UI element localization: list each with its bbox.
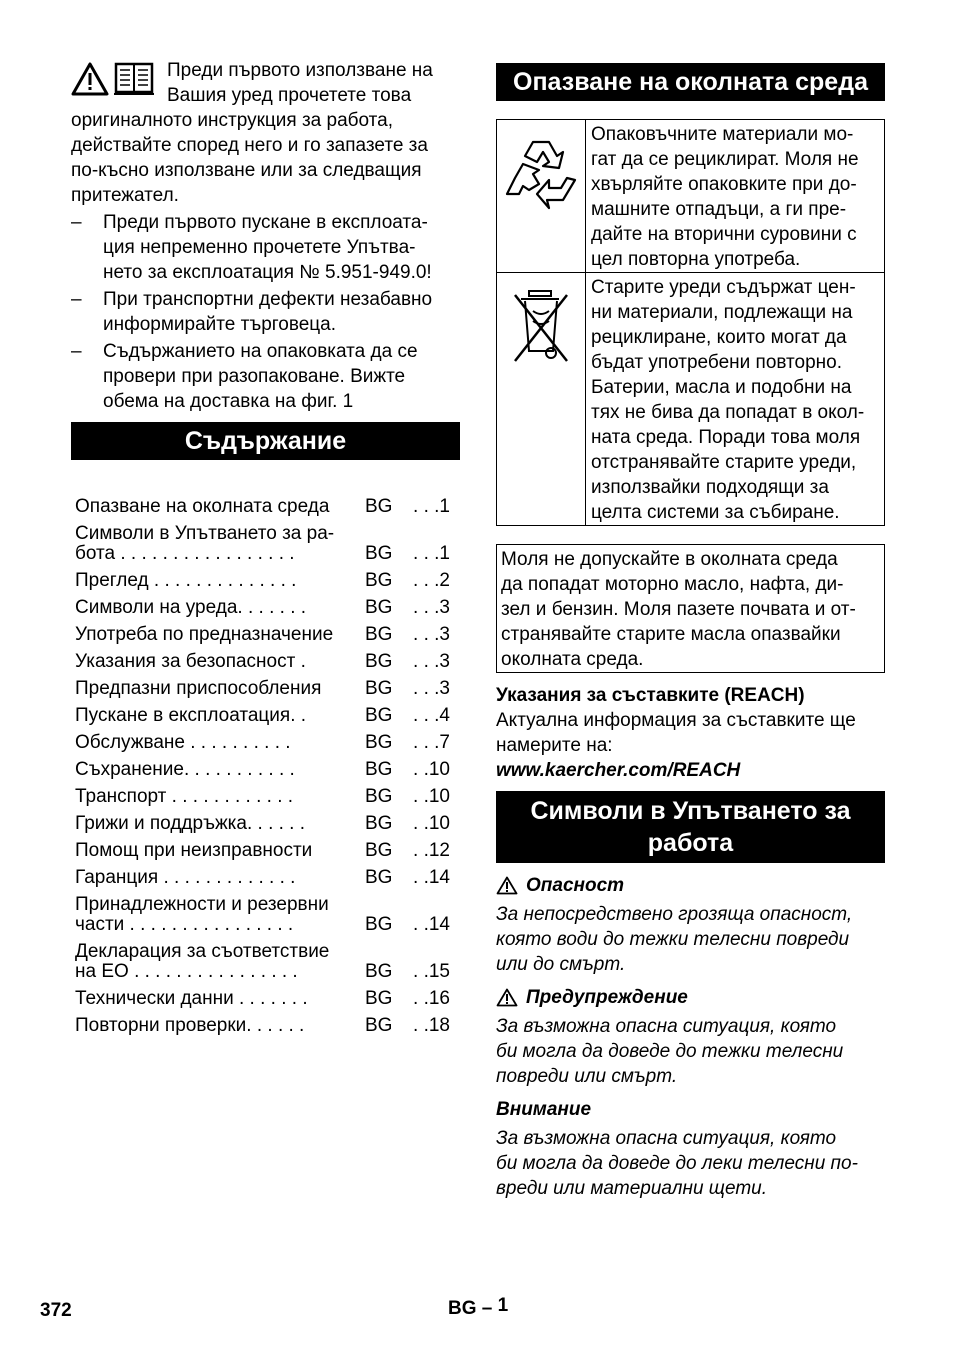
env-text-cell (586, 120, 885, 273)
env-text-line: бъдат употребени повторно. (591, 352, 843, 373)
bullet-line: обема на доставка на фиг. 1 (103, 391, 354, 412)
warning-icon (496, 876, 518, 895)
toc-entry-title: Повторни проверки. . . . . . (75, 1015, 305, 1036)
footer-lang-page (448, 1296, 508, 1321)
env-text-line: ната среда. Поради това моля (591, 427, 861, 448)
toc-row (71, 935, 460, 962)
toc-entry-title: Технически данни . . . . . . . (75, 988, 308, 1009)
toc-row (71, 591, 460, 618)
warning-icon (496, 988, 518, 1007)
warning-icon (71, 62, 109, 96)
right-column (496, 63, 885, 1201)
symbols-heading-line: Символи в Упътването за (530, 797, 851, 825)
env-text-line: използвайки подходящи за (591, 477, 829, 498)
toc-row (71, 834, 460, 861)
toc-entry-title: Указания за безопасност . (75, 651, 306, 672)
env-text-line: Батерии, масла и подобни на (591, 377, 852, 398)
toc-entry-lang: BG (365, 651, 393, 672)
toc-entry-page: . .14 (413, 914, 450, 935)
toc-row (71, 618, 460, 645)
symbols-heading (496, 791, 885, 863)
toc-entry-page: . . .3 (413, 678, 450, 699)
toc-entry-lang: BG (365, 840, 393, 861)
bullet-line: Преди първото пускане в експлоата- (103, 212, 428, 233)
env-text-line: дайте на вторични суровини с (591, 224, 857, 245)
toc-entry-title: бота . . . . . . . . . . . . . . . . . (75, 543, 295, 564)
bullet-line: информирайте търговеца. (103, 314, 337, 335)
env-text-line: гат да се рециклират. Моля не (591, 149, 859, 170)
danger-title: Опасност (526, 875, 625, 896)
warning-section (496, 985, 885, 1089)
env-icon-cell (497, 273, 586, 526)
env-text-line: Опаковъчните материали мо- (591, 124, 854, 145)
env-text-line: хвърляйте опаковките при до- (591, 174, 857, 195)
toc-row (71, 726, 460, 753)
warning-title: Предупреждение (526, 987, 688, 1008)
danger-text-line: За непосредствено грозяща опасност, (496, 904, 853, 925)
toc-entry-lang: BG (365, 496, 393, 517)
env-text-line: цел повторна употреба. (591, 249, 801, 270)
env-text-cell (586, 273, 885, 526)
caution-text-line: За възможна опасна ситуация, която (496, 1128, 837, 1149)
toc-entry-lang (365, 888, 409, 915)
danger-text-line: или до смърт. (496, 954, 626, 975)
oil-notice-line: Моля не допускайте в околната среда (501, 549, 838, 570)
toc-row (71, 861, 460, 888)
toc-entry-lang (365, 517, 409, 544)
toc-row (71, 888, 460, 915)
toc-entry-lang: BG (365, 1015, 393, 1036)
toc-entry-page: . . .4 (413, 705, 450, 726)
bullet-line: При транспортни дефекти незабавно (103, 289, 433, 310)
oil-notice-box (496, 544, 885, 673)
reach-line: намерите на: (496, 735, 613, 756)
footer-lang: BG (448, 1298, 477, 1319)
footer-sep: – (481, 1298, 493, 1319)
reach-line: Актуална информация за съставките ще (496, 710, 856, 731)
oil-notice-line: да попадат моторно масло, нафта, ди- (501, 574, 844, 595)
toc-entry-lang: BG (365, 570, 393, 591)
intro-line: притежател. (71, 185, 179, 206)
manual-book-icon (113, 62, 155, 96)
toc-entry-lang: BG (365, 988, 393, 1009)
toc-entry-lang: BG (365, 914, 393, 935)
toc-entry-title: Грижи и поддръжка. . . . . . (75, 813, 306, 834)
caution-title: Внимание (496, 1099, 592, 1120)
toc-entry-title: Предпазни приспособления (75, 678, 322, 699)
env-row-bin (497, 273, 885, 526)
danger-text-line: която води до тежки телесни повреди (496, 929, 850, 950)
toc-entry-title: Декларация за съответствие (75, 941, 330, 962)
intro-line: действайте според него и го запазете за (71, 135, 428, 156)
toc-entry-title: Помощ при неизправности (75, 840, 313, 861)
env-text-line: ни материали, подлежащи на (591, 302, 853, 323)
reach-title: Указания за съставките (REACH) (496, 685, 805, 706)
toc-entry-title: на ЕО . . . . . . . . . . . . . . . . (75, 961, 298, 982)
bullet-line: Съдържанието на опаковката да се (103, 341, 418, 362)
bullet-item (71, 210, 460, 285)
toc-entry-page: . . .3 (413, 651, 450, 672)
toc-entry-page: . . .7 (413, 732, 450, 753)
toc-entry-lang: BG (365, 867, 393, 888)
intro-line: по-късно използване или за следващия (71, 160, 422, 181)
toc-entry-title: Преглед . . . . . . . . . . . . . . (75, 570, 297, 591)
toc-entry-title: Символи в Упътването за ра- (75, 523, 335, 544)
caution-section (496, 1097, 885, 1201)
toc-entry-page (409, 517, 460, 544)
left-column (71, 58, 460, 1036)
toc-entry-lang: BG (365, 759, 393, 780)
toc-row (71, 564, 460, 591)
toc-entry-lang: BG (365, 678, 393, 699)
env-text-line: тях не бива да попадат в окол- (591, 402, 865, 423)
page-number: 372 (40, 1300, 72, 1321)
caution-text-line: вреди или материални щети. (496, 1178, 768, 1199)
toc-entry-page (409, 888, 460, 915)
toc-entry-page: . .18 (413, 1015, 450, 1036)
oil-notice-line: околната среда. (501, 649, 644, 670)
toc-entry-page: . .10 (413, 813, 450, 834)
toc-entry-lang: BG (365, 732, 393, 753)
toc-entry-lang: BG (365, 597, 393, 618)
toc-row (71, 982, 460, 1009)
toc-entry-title: части . . . . . . . . . . . . . . . . (75, 914, 294, 935)
toc-entry-page: . . .1 (413, 496, 450, 517)
oil-notice-line: зел и бензин. Моля пазете почвата и от- (501, 599, 856, 620)
toc-entry-lang: BG (365, 543, 393, 564)
danger-header (496, 873, 885, 898)
toc-entry-lang: BG (365, 705, 393, 726)
toc-entry-page: . . .3 (413, 624, 450, 645)
toc-row (71, 490, 460, 517)
toc-heading: Съдържание (71, 422, 460, 460)
toc-entry-title: Гаранция . . . . . . . . . . . . . (75, 867, 296, 888)
oil-notice-line: странявайте старите масла опазвайки (501, 624, 841, 645)
bullet-dash: – (71, 341, 82, 362)
warning-header (496, 985, 885, 1010)
toc-entry-page: . .12 (413, 840, 450, 861)
toc-row (71, 915, 460, 935)
caution-text-line: би могла да доведе до леки телесни по- (496, 1153, 858, 1174)
recycle-icon (503, 134, 579, 212)
toc-entry-page: . . .3 (413, 597, 450, 618)
env-icon-cell (497, 120, 586, 273)
warning-text-line: би могла да доведе до тежки телесни (496, 1041, 844, 1062)
env-table (496, 119, 885, 526)
env-text-line: Старите уреди съдържат цен- (591, 277, 856, 298)
intro-line: Вашия уред прочетете това (167, 85, 412, 106)
toc-entry-page: . . .1 (413, 543, 450, 564)
toc-row (71, 672, 460, 699)
danger-section (496, 873, 885, 977)
toc-row (71, 1009, 460, 1036)
intro-line: Преди първото използване на (167, 60, 433, 81)
toc-entry-lang: BG (365, 786, 393, 807)
toc-row (71, 517, 460, 544)
bullet-dash: – (71, 212, 82, 233)
toc-row (71, 645, 460, 672)
warning-text-line: За възможна опасна ситуация, която (496, 1016, 837, 1037)
toc-entry-page: . .10 (413, 759, 450, 780)
toc-entry-lang (365, 935, 409, 962)
toc-entry-title: Опазване на околната среда (75, 496, 330, 517)
crossed-bin-icon (511, 287, 571, 367)
toc-entry-title: Съхранение. . . . . . . . . . . (75, 759, 295, 780)
toc-entry-title: Обслужване . . . . . . . . . . (75, 732, 291, 753)
toc-entry-title: Символи на уреда. . . . . . . (75, 597, 307, 618)
env-text-line: машните отпадъци, а ги пре- (591, 199, 847, 220)
bullet-line: нето за експлоатация № 5.951-949.0! (103, 262, 432, 283)
intro-icons (71, 62, 155, 96)
toc-row (71, 962, 460, 982)
intro-line: оригиналното инструкция за работа, (71, 110, 394, 131)
toc-entry-page: . .16 (413, 988, 450, 1009)
toc-entry-lang: BG (365, 961, 393, 982)
table-of-contents (71, 490, 460, 1036)
reach-url-link[interactable]: www.kaercher.com/REACH (496, 760, 741, 781)
toc-row (71, 780, 460, 807)
bullet-line: провери при разопаковане. Вижте (103, 366, 406, 387)
toc-entry-title: Пускане в експлоатация. . (75, 705, 307, 726)
toc-entry-page (409, 935, 460, 962)
toc-entry-page: . . .2 (413, 570, 450, 591)
env-text-line: рециклиране, които могат да (591, 327, 847, 348)
toc-row (71, 753, 460, 780)
toc-entry-title: Принадлежности и резервни (75, 894, 329, 915)
toc-entry-page: . .10 (413, 786, 450, 807)
footer-lang-num: 1 (497, 1295, 509, 1316)
env-text-line: целта системи за събиране. (591, 502, 840, 523)
toc-entry-title: Транспорт . . . . . . . . . . . . (75, 786, 294, 807)
toc-row (71, 699, 460, 726)
toc-entry-page: . .15 (413, 961, 450, 982)
env-row-recycle (497, 120, 885, 273)
bullet-dash: – (71, 289, 82, 310)
toc-entry-lang: BG (365, 813, 393, 834)
toc-entry-title: Употреба по предназначение (75, 624, 334, 645)
bullet-item (71, 287, 460, 337)
toc-entry-lang: BG (365, 624, 393, 645)
bullet-item (71, 339, 460, 414)
intro-section (71, 58, 460, 414)
reach-section (496, 683, 885, 783)
warning-text-line: повреди или смърт. (496, 1066, 678, 1087)
toc-row (71, 807, 460, 834)
symbols-heading-line: работа (647, 829, 734, 857)
env-heading: Опазване на околната среда (496, 63, 885, 101)
bullet-line: ция непременно прочетете Упътва- (103, 237, 416, 258)
toc-entry-page: . .14 (413, 867, 450, 888)
toc-row (71, 544, 460, 564)
env-text-line: отстранявайте старите уреди, (591, 452, 857, 473)
